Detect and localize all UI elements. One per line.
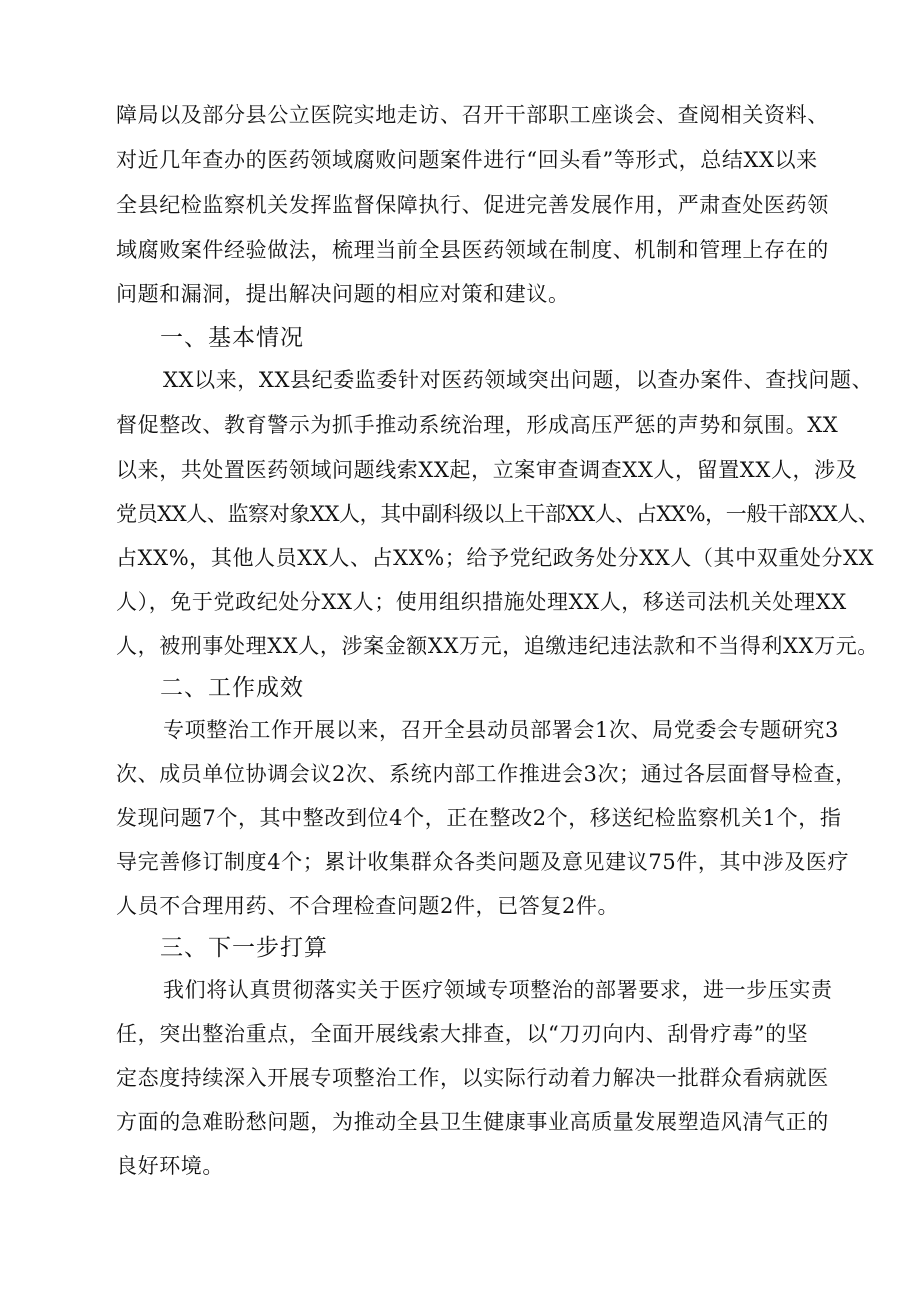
section-1-line: 以来，共处置医药领域问题线索XX起，立案审查调查XX人，留置XX人，涉及 xyxy=(116,458,858,482)
intro-line: 对近几年查办的医药领域腐败问题案件进行“回头看”等形式，总结XX以来 xyxy=(116,148,818,172)
section-3-line: 任，突出整治重点，全面开展线索大排查，以“刀刃向内、刮骨疗毒”的坚 xyxy=(116,1022,809,1046)
section-2-line: 人员不合理用药、不合理检查问题2件，已答复2件。 xyxy=(116,894,620,918)
section-heading-basic-situation: 一、基本情况 xyxy=(160,325,304,351)
section-1-line: 党员XX人、监察对象XX人，其中副科级以上干部XX人、占XX%，一般干部XX人、 xyxy=(116,502,879,526)
section-heading-next-steps: 三、下一步打算 xyxy=(160,935,328,961)
intro-line: 全县纪检监察机关发挥监督保障执行、促进完善发展作用，严肃查处医药领 xyxy=(116,193,829,217)
section-3-line: 我们将认真贯彻落实关于医疗领域专项整治的部署要求，进一步压实责 xyxy=(163,978,833,1002)
section-1-line: 督促整改、教育警示为抓手推动系统治理，形成高压严惩的声势和氛围。XX xyxy=(116,413,839,437)
section-3-line: 定态度持续深入开展专项整治工作，以实际行动着力解决一批群众看病就医 xyxy=(116,1066,829,1090)
intro-line: 域腐败案件经验做法，梳理当前全县医药领域在制度、机制和管理上存在的 xyxy=(116,238,829,262)
section-3-line: 方面的急难盼愁问题，为推动全县卫生健康事业高质量发展塑造风清气正的 xyxy=(116,1110,829,1134)
section-3-line: 良好环境。 xyxy=(116,1154,224,1178)
section-2-line: 专项整治工作开展以来，召开全县动员部署会1次、局党委会专题研究3 xyxy=(163,718,839,742)
intro-line: 问题和漏洞，提出解决问题的相应对策和建议。 xyxy=(116,282,570,306)
section-2-line: 次、成员单位协调会议2次、系统内部工作推进会3次；通过各层面督导检查， xyxy=(116,762,857,786)
intro-line: 障局以及部分县公立医院实地走访、召开干部职工座谈会、查阅相关资料、 xyxy=(116,103,829,127)
section-1-line: XX以来，XX县纪委监委针对医药领域突出问题，以查办案件、查找问题、 xyxy=(163,368,874,392)
section-1-line: 人，被刑事处理XX人，涉案金额XX万元，追缴违纪违法款和不当得利XX万元。 xyxy=(116,634,879,658)
section-1-line: 人），免于党政纪处分XX人；使用组织措施处理XX人，移送司法机关处理XX xyxy=(116,590,847,614)
section-2-line: 导完善修订制度4个；累计收集群众各类问题及意见建议75件，其中涉及医疗 xyxy=(116,850,850,874)
section-1-line: 占XX%，其他人员XX人、占XX%；给予党纪政务处分XX人（其中双重处分XX xyxy=(116,546,875,570)
section-heading-work-results: 二、工作成效 xyxy=(160,675,304,701)
section-2-line: 发现问题7个，其中整改到位4个，正在整改2个，移送纪检监察机关1个，指 xyxy=(116,806,842,830)
